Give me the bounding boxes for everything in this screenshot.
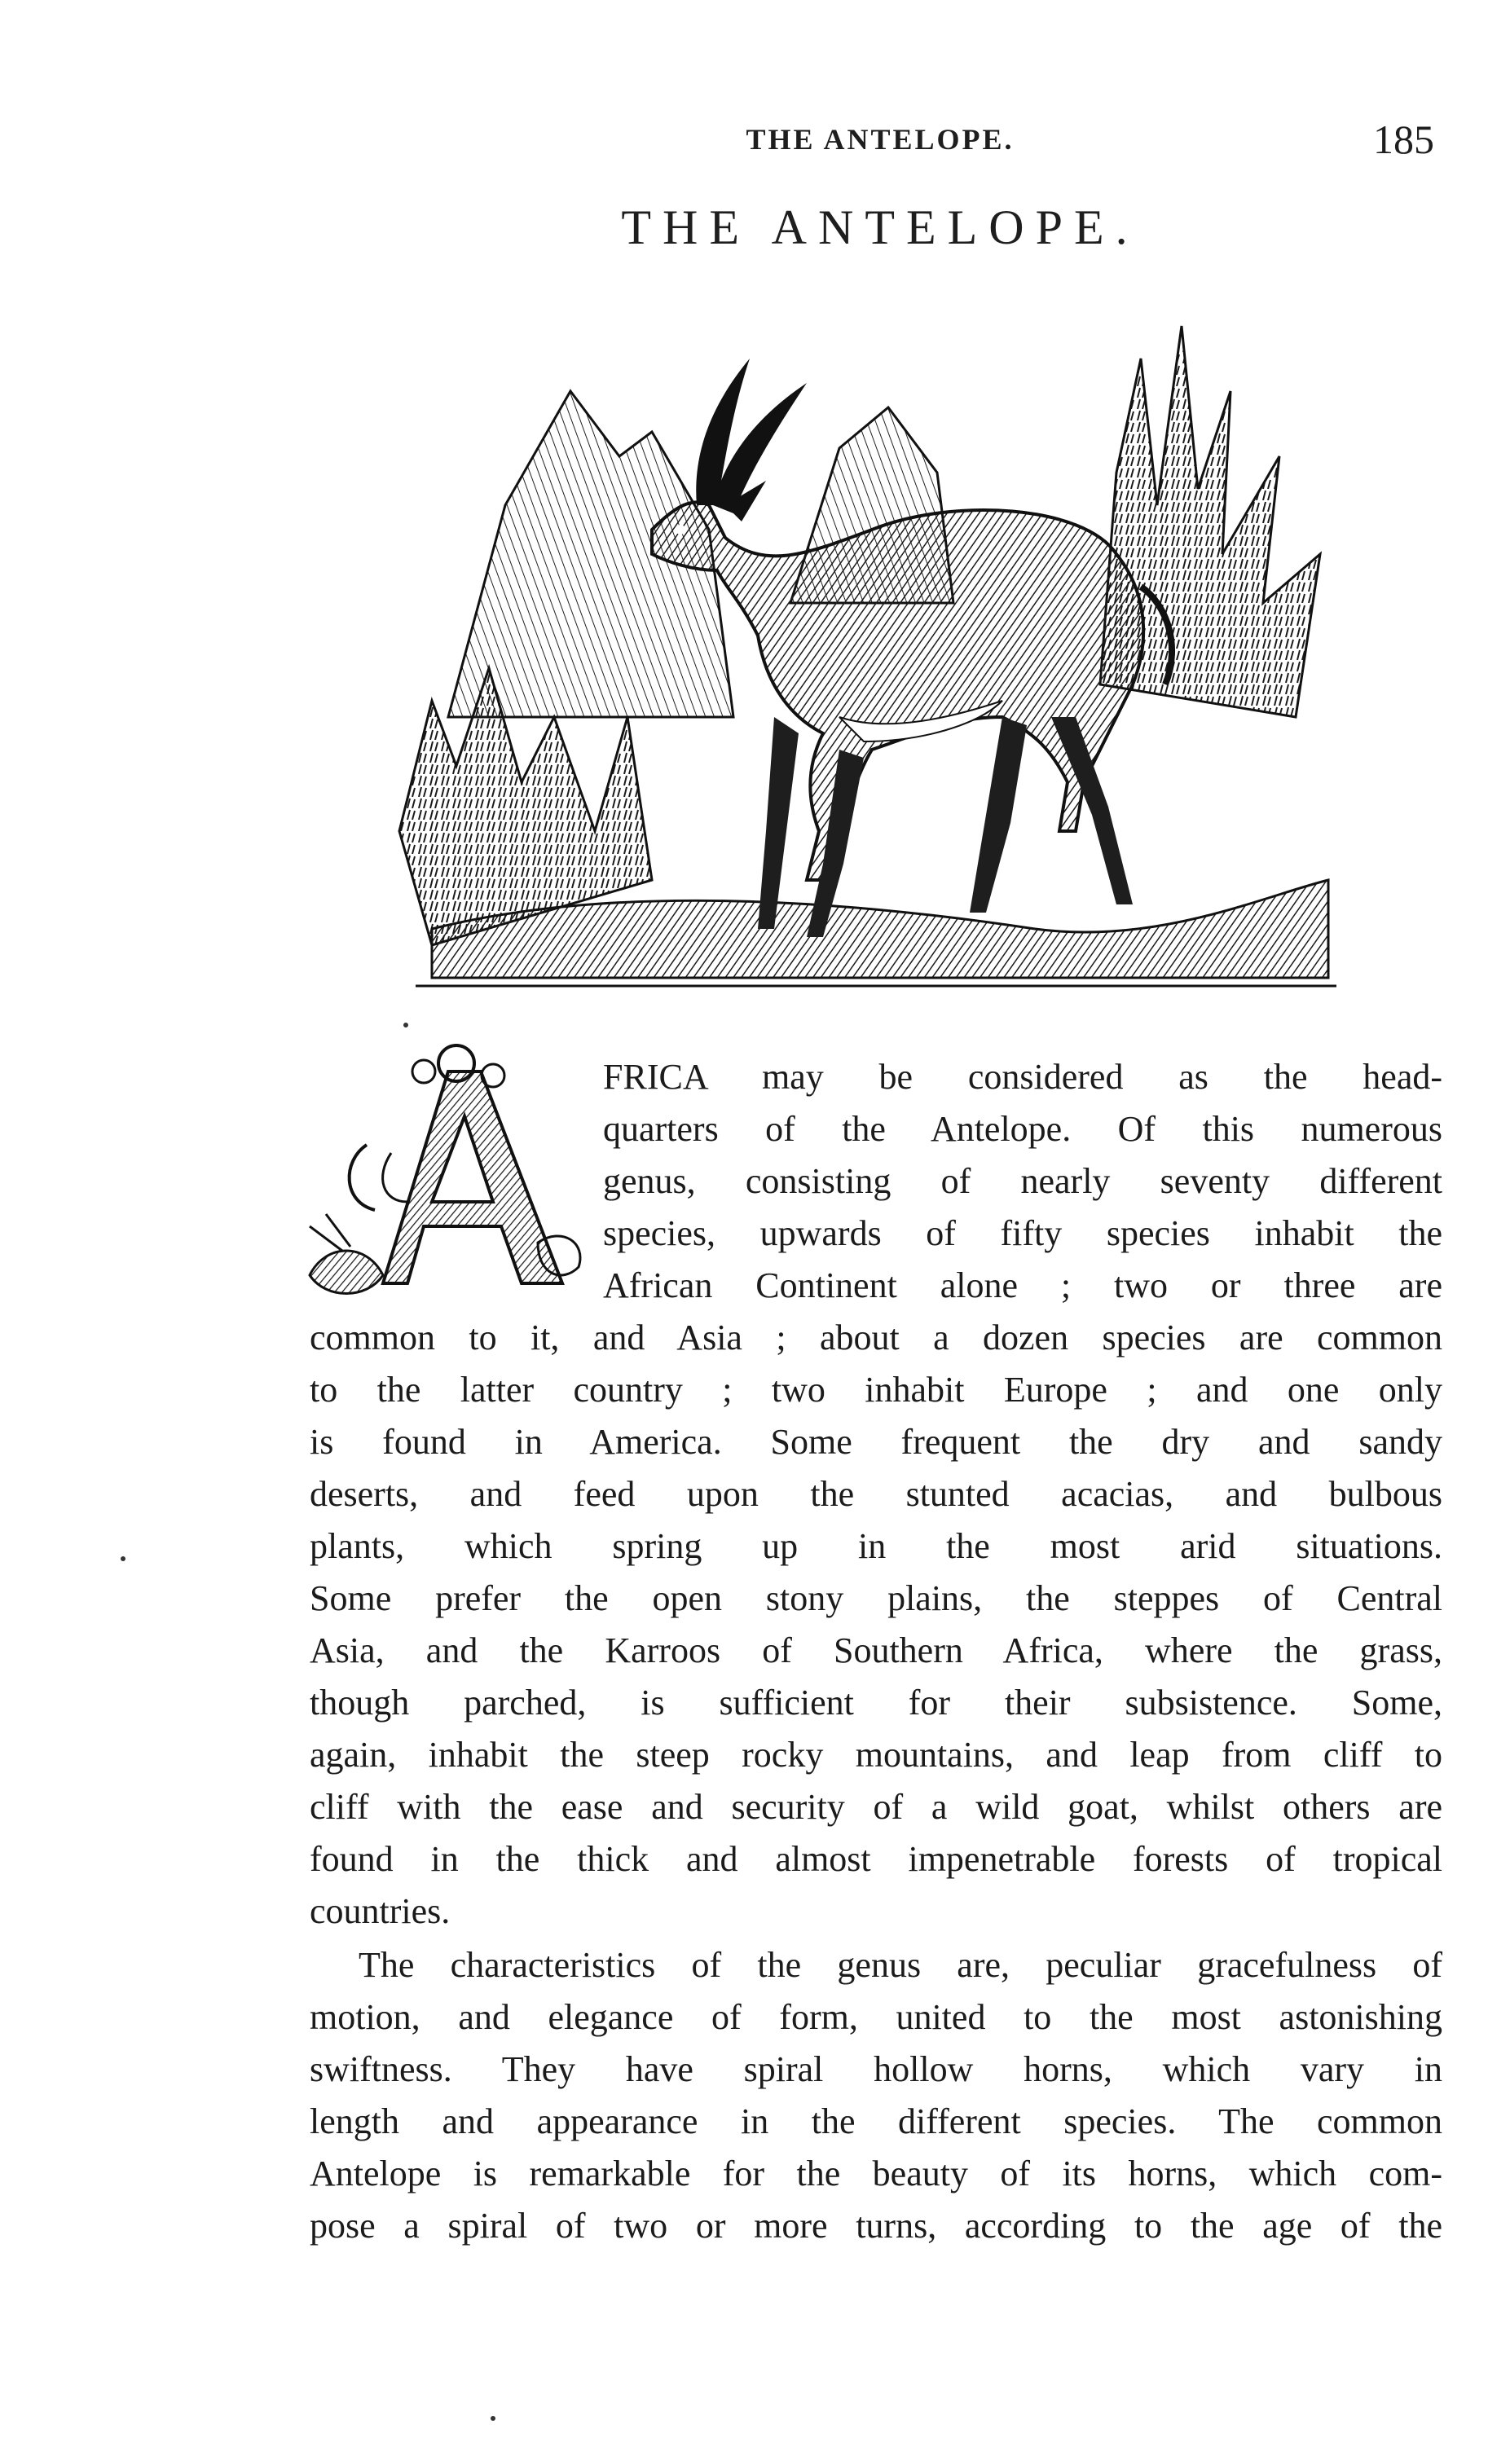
text-line: is found in America. Some frequent the dry and sandy [310, 1422, 1442, 1462]
text-line: motion, and elegance of form, united to the most astonishing [310, 1997, 1442, 2037]
print-mark [491, 2416, 495, 2421]
text-line: countries. [310, 1891, 451, 1931]
text-line: pose a spiral of two or more turns, according to the age of the [310, 2206, 1442, 2246]
antelope-illustration [383, 261, 1361, 1027]
text-line: Asia, and the Karroos of Southern Africa, where the grass, [310, 1630, 1442, 1670]
paragraph-1-opening [603, 1051, 1442, 1312]
chapter-title: THE ANTELOPE. [621, 200, 1139, 254]
decorative-drop-cap [293, 1039, 603, 1320]
paragraph-2 [310, 1939, 1442, 2252]
text-line: found in the thick and almost impenetrable forests of tropical [310, 1839, 1442, 1879]
text-line: again, inhabit the steep rocky mountains, and leap from cliff to [310, 1735, 1442, 1775]
text-line: Some prefer the open stony plains, the steppes of Central [310, 1578, 1442, 1618]
text-line: Antelope is remarkable for the beauty of its horns, which com- [310, 2154, 1442, 2193]
text-line: length and appearance in the different species. The common [310, 2101, 1442, 2141]
running-head [310, 117, 1451, 171]
text-line: cliff with the ease and security of a wild goat, whilst others are [310, 1787, 1442, 1827]
text-line: common to it, and Asia ; about a dozen species are common [310, 1318, 1442, 1357]
text-line: genus, consisting of nearly seventy different [603, 1161, 1442, 1201]
text-line: species, upwards of fifty species inhabit the [603, 1213, 1442, 1253]
text-line: swiftness. They have spiral hollow horns, which vary in [310, 2049, 1442, 2089]
text-line: The characteristics of the genus are, peculiar gracefulness of [359, 1945, 1442, 1985]
running-title: THE ANTELOPE. [746, 123, 1015, 156]
page-number: 185 [1373, 117, 1434, 162]
text-line: African Continent alone ; two or three are [603, 1265, 1442, 1305]
text-line: to the latter country ; two inhabit Europe ; and one only [310, 1370, 1442, 1410]
text-line: though parched, is sufficient for their subsistence. Some, [310, 1683, 1442, 1723]
text-line: plants, which spring up in the most arid situations. [310, 1526, 1442, 1566]
print-mark [403, 1023, 408, 1027]
paragraph-1-body [310, 1312, 1442, 1938]
text-line: FRICA may be considered as the head- [603, 1057, 1442, 1097]
print-mark [121, 1556, 125, 1561]
text-line: quarters of the Antelope. Of this numerous [603, 1109, 1442, 1149]
text-line: deserts, and feed upon the stunted acacias, and bulbous [310, 1474, 1442, 1514]
